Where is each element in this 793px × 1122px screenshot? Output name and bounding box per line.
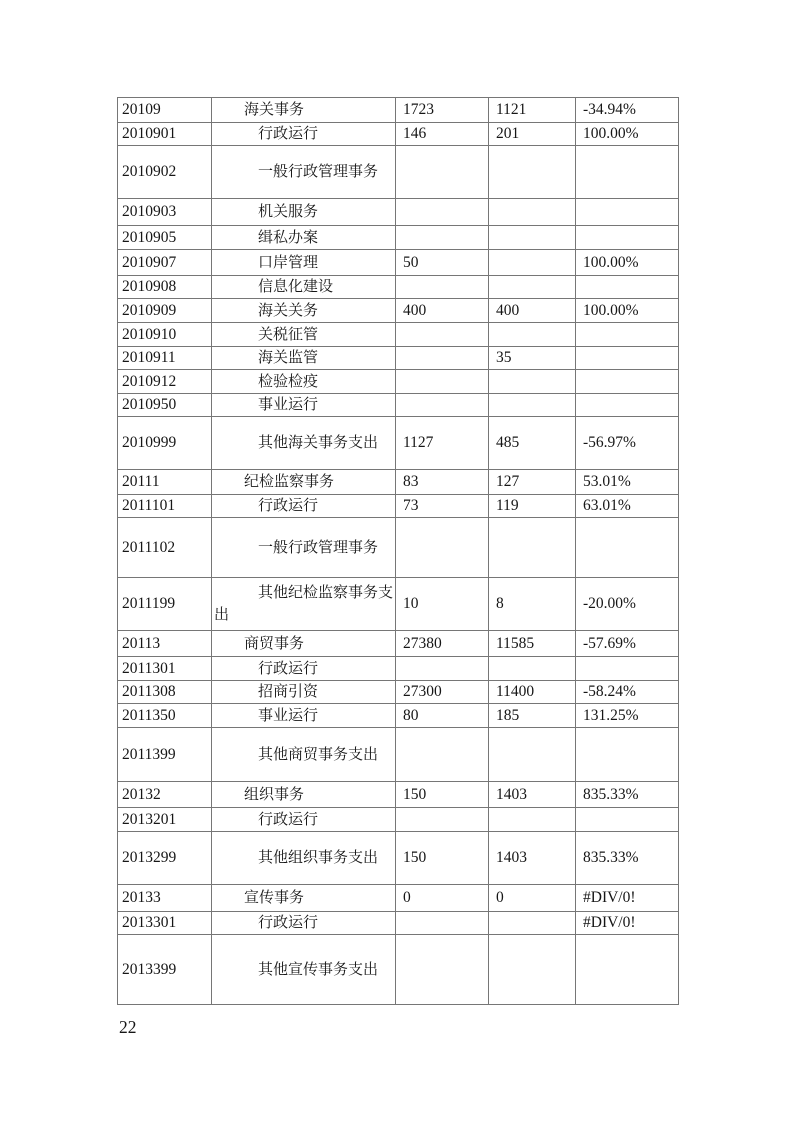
category-name: 海关事务 [244,102,305,118]
table-row [118,299,679,323]
code-cell: 2011399 [118,728,212,782]
code-cell: 2010901 [118,123,212,146]
amount-2-cell: 11585 [489,631,576,657]
amount-2-cell [489,912,576,935]
change-pct-cell [576,370,679,394]
table-row [118,808,679,832]
amount-1-cell [396,370,489,394]
code-cell: 2010907 [118,250,212,276]
amount-1-cell: 10 [396,578,489,631]
code-cell: 20111 [118,470,212,495]
amount-2-cell [489,250,576,276]
amount-2-cell [489,935,576,1005]
change-pct-cell: 63.01% [576,495,679,518]
code-cell: 2010911 [118,347,212,370]
table-row [118,518,679,578]
name-cell [212,912,396,935]
amount-1-cell: 27380 [396,631,489,657]
change-pct-cell: 131.25% [576,704,679,728]
code-cell: 2013301 [118,912,212,935]
change-pct-cell [576,146,679,199]
table-row [118,347,679,370]
table-row [118,394,679,417]
name-cell [212,226,396,250]
category-name: 事业运行 [258,707,319,724]
category-name: 检验检疫 [258,373,319,390]
amount-2-cell [489,146,576,199]
change-pct-cell: -20.00% [576,578,679,631]
category-name: 纪检监察事务 [244,474,335,490]
category-name: 缉私办案 [258,229,319,246]
amount-2-cell: 11400 [489,681,576,704]
table-row [118,146,679,199]
code-cell: 2010950 [118,394,212,417]
name-cell [212,935,396,1005]
amount-2-cell [489,323,576,347]
name-cell [212,323,396,347]
code-cell: 2011101 [118,495,212,518]
amount-2-cell: 0 [489,885,576,912]
category-name: 商贸事务 [244,635,305,652]
code-cell: 2013299 [118,832,212,885]
change-pct-cell: 835.33% [576,832,679,885]
change-pct-cell [576,935,679,1005]
table-row [118,935,679,1005]
change-pct-cell: -56.97% [576,417,679,470]
amount-2-cell: 400 [489,299,576,323]
amount-1-cell [396,347,489,370]
change-pct-cell: #DIV/0! [576,885,679,912]
change-pct-cell [576,728,679,782]
budget-table-body [118,98,679,1005]
table-row [118,323,679,347]
name-cell [212,250,396,276]
category-name: 行政运行 [258,660,319,677]
budget-table [117,97,679,1005]
amount-1-cell: 146 [396,123,489,146]
amount-1-cell [396,323,489,347]
table-row [118,657,679,681]
amount-1-cell: 150 [396,782,489,808]
table-row [118,578,679,631]
amount-2-cell: 1403 [489,832,576,885]
name-cell [212,885,396,912]
amount-1-cell [396,226,489,250]
amount-1-cell: 400 [396,299,489,323]
change-pct-cell [576,394,679,417]
code-cell: 2010999 [118,417,212,470]
name-cell [212,681,396,704]
amount-1-cell [396,276,489,299]
code-cell: 2011350 [118,704,212,728]
amount-1-cell: 83 [396,470,489,495]
amount-1-cell [396,728,489,782]
table-row [118,704,679,728]
amount-1-cell: 1723 [396,98,489,123]
code-cell: 20109 [118,98,212,123]
code-cell: 2010903 [118,199,212,226]
amount-1-cell [396,935,489,1005]
table-row [118,912,679,935]
table-row [118,370,679,394]
table-row [118,631,679,657]
table-row [118,832,679,885]
code-cell: 2010910 [118,323,212,347]
amount-2-cell: 1121 [489,98,576,123]
name-cell [212,470,396,495]
code-cell: 20113 [118,631,212,657]
category-name: 一般行政管理事务 [258,164,379,180]
amount-2-cell [489,657,576,681]
amount-2-cell: 1403 [489,782,576,808]
amount-2-cell: 35 [489,347,576,370]
category-name: 行政运行 [258,915,319,931]
code-cell: 2010908 [118,276,212,299]
table-row [118,199,679,226]
change-pct-cell [576,276,679,299]
category-name: 行政运行 [258,811,319,828]
amount-1-cell: 1127 [396,417,489,470]
change-pct-cell: -57.69% [576,631,679,657]
name-cell [212,123,396,146]
name-cell [212,199,396,226]
name-cell [212,370,396,394]
change-pct-cell: 835.33% [576,782,679,808]
table-row [118,276,679,299]
name-cell [212,808,396,832]
table-row [118,250,679,276]
amount-1-cell [396,657,489,681]
change-pct-cell [576,226,679,250]
category-name: 海关监管 [258,350,319,366]
amount-2-cell: 201 [489,123,576,146]
code-cell: 2010902 [118,146,212,199]
change-pct-cell [576,323,679,347]
table-row [118,226,679,250]
category-name: 海关关务 [258,302,319,319]
change-pct-cell [576,347,679,370]
category-name: 宣传事务 [244,890,305,906]
category-name: 关税征管 [258,326,319,343]
amount-1-cell [396,394,489,417]
category-name: 事业运行 [258,397,319,413]
category-name: 其他组织事务支出 [258,850,379,866]
name-cell [212,276,396,299]
page-number: 22 [119,1017,137,1037]
category-name: 其他纪检监察事务支出 [214,585,394,623]
code-cell: 2010912 [118,370,212,394]
amount-2-cell [489,276,576,299]
name-cell [212,98,396,123]
name-cell [212,578,396,631]
amount-2-cell: 127 [489,470,576,495]
code-cell: 2013201 [118,808,212,832]
amount-1-cell [396,518,489,578]
category-name: 机关服务 [258,204,319,220]
name-cell [212,631,396,657]
table-row [118,681,679,704]
category-name: 信息化建设 [258,279,334,295]
amount-2-cell [489,808,576,832]
category-name: 行政运行 [258,126,319,142]
change-pct-cell [576,518,679,578]
name-cell [212,146,396,199]
amount-2-cell [489,728,576,782]
name-cell [212,657,396,681]
table-row [118,495,679,518]
name-cell [212,495,396,518]
change-pct-cell: -58.24% [576,681,679,704]
amount-2-cell [489,199,576,226]
code-cell: 2011199 [118,578,212,631]
name-cell [212,347,396,370]
name-cell [212,299,396,323]
amount-2-cell [489,518,576,578]
code-cell: 2013399 [118,935,212,1005]
code-cell: 2010909 [118,299,212,323]
code-cell: 20132 [118,782,212,808]
amount-1-cell: 80 [396,704,489,728]
code-cell: 2010905 [118,226,212,250]
table-row [118,470,679,495]
category-name: 其他宣传事务支出 [258,961,379,978]
name-cell [212,832,396,885]
amount-1-cell: 150 [396,832,489,885]
amount-2-cell [489,394,576,417]
table-row [118,98,679,123]
table-row [118,885,679,912]
change-pct-cell: 100.00% [576,123,679,146]
amount-1-cell: 27300 [396,681,489,704]
amount-1-cell: 50 [396,250,489,276]
name-cell [212,417,396,470]
amount-2-cell: 119 [489,495,576,518]
amount-1-cell [396,912,489,935]
amount-2-cell: 485 [489,417,576,470]
amount-1-cell [396,808,489,832]
name-cell [212,728,396,782]
table-row [118,417,679,470]
name-cell [212,394,396,417]
change-pct-cell: 100.00% [576,250,679,276]
category-name: 其他商贸事务支出 [258,746,379,763]
name-cell [212,704,396,728]
table-row [118,728,679,782]
amount-2-cell: 8 [489,578,576,631]
amount-1-cell: 73 [396,495,489,518]
table-row [118,782,679,808]
category-name: 口岸管理 [258,254,319,271]
amount-2-cell [489,226,576,250]
category-name: 招商引资 [258,684,319,700]
change-pct-cell: 100.00% [576,299,679,323]
code-cell: 2011308 [118,681,212,704]
amount-1-cell [396,146,489,199]
change-pct-cell [576,808,679,832]
code-cell: 2011301 [118,657,212,681]
code-cell: 20133 [118,885,212,912]
name-cell [212,518,396,578]
category-name: 一般行政管理事务 [258,539,379,556]
change-pct-cell: 53.01% [576,470,679,495]
category-name: 行政运行 [258,498,319,514]
amount-1-cell: 0 [396,885,489,912]
change-pct-cell: -34.94% [576,98,679,123]
amount-1-cell [396,199,489,226]
table-row [118,123,679,146]
category-name: 其他海关事务支出 [258,435,379,451]
code-cell: 2011102 [118,518,212,578]
category-name: 组织事务 [244,786,305,803]
amount-2-cell [489,370,576,394]
change-pct-cell: #DIV/0! [576,912,679,935]
change-pct-cell [576,199,679,226]
change-pct-cell [576,657,679,681]
amount-2-cell: 185 [489,704,576,728]
name-cell [212,782,396,808]
